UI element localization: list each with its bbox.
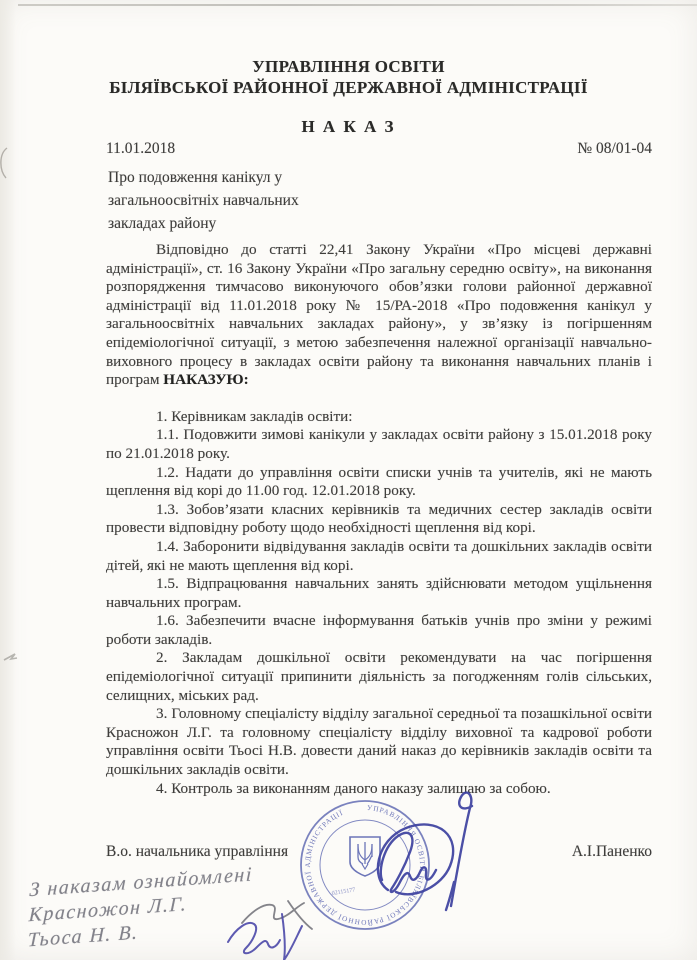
scan-artifact-mark xyxy=(3,652,19,664)
document-header xyxy=(0,56,697,98)
order-keyword: НАКАЗУЮ: xyxy=(163,371,249,389)
seal-edrpou-number: 02115177 xyxy=(331,887,356,897)
scan-edge-line xyxy=(18,4,697,6)
issuing-authority-line1: УПРАВЛІННЯ ОСВІТИ xyxy=(252,57,445,76)
subject-line: закладах району xyxy=(108,215,217,232)
subject-line: загальноосвітніх навчальних xyxy=(108,192,299,209)
order-item-3: 3. Головному спеціалісту відділу загальної середньої та позашкільної освіти Красножон Л.Г. та головному спеціалісту відділу виховної та кадрової роботи управління освіти Тьосі Н.В. довести даний наказ до керівників закладів освіти та дошкільних закладів освіти. xyxy=(106,705,652,779)
preamble-text: Відповідно до статті 22,41 Закону України «Про місцеві державні адміністрації», ст. 16 Закону України «Про загальну середню освіту», на виконання розпорядження тимчасово виконуючого обов’язки голови районної державної адміністрації від 11.01.2018 року № 15/РА-2018 «Про подовження канікул у загальноосвітніх навчальних закладах району», у зв’язку із погіршенням епідеміологічної ситуації, з метою забезпечення належної організації навчально-виховного процесу в закладах освіти району та виконання навчальних планів і програм xyxy=(106,241,652,389)
order-item-4: 4. Контроль за виконанням даного наказу залишаю за собою. xyxy=(156,779,551,797)
signer-name: А.І.Паненко xyxy=(571,843,652,860)
order-meta-row xyxy=(106,140,652,158)
official-seal-stamp xyxy=(296,796,434,934)
order-item-1-4: 1.4. Заборонити відвідування закладів освіти та дошкільних закладів освіти дітей, які не мають щеплення від корі. xyxy=(106,537,652,574)
order-item-1-1: 1.1. Подовжити зимові канікули у закладах освіти району з 15.01.2018 року по 21.01.2018 року. xyxy=(106,426,652,462)
order-date: 11.01.2018 xyxy=(106,140,176,157)
scan-edge-shade xyxy=(0,0,16,960)
signer-position: В.о. начальника управління xyxy=(106,843,289,860)
handwritten-name-tosa: Тьоса Н. В. xyxy=(27,921,139,952)
handwritten-line-acknowledged: З наказам ознайомлені xyxy=(29,863,254,902)
preamble-paragraph xyxy=(106,241,652,390)
seal-ring-text-holder xyxy=(303,804,426,927)
order-subject xyxy=(108,166,368,235)
order-title: Н А К А З xyxy=(301,117,396,136)
signature-row xyxy=(106,843,652,861)
seal-ring-text: УПРАВЛІННЯ ОСВІТИ БІЛЯЇВСЬКОЇ РАЙОННОЇ ДЕРЖАВНОЇ АДМІНІСТРАЦІЇ xyxy=(303,803,427,927)
order-item-2: 2. Закладам дошкільної освіти рекомендувати на час погіршення епідеміологічної ситуації припинити діяльність за погодженням голів сільських, селищних, міських рад. xyxy=(106,649,652,704)
handwritten-name-krasnozhon: Красножон Л.Г. xyxy=(28,893,188,927)
order-item-1-3: 1.3. Зобов’язати класних керівників та медичних сестер закладів освіти провести відповідну роботу щодо необхідності щеплення від корі. xyxy=(106,500,652,537)
order-item-1: 1. Керівникам закладів освіти: xyxy=(156,407,353,425)
seal-inner-ring xyxy=(320,820,410,910)
seal-outer-ring xyxy=(301,801,429,929)
tosa-signature-stroke xyxy=(218,908,308,960)
subject-line: Про подовження канікул у xyxy=(108,169,283,186)
scan-artifact-hook xyxy=(0,146,11,180)
order-number: № 08/01-04 xyxy=(577,140,652,157)
order-item-1-5: 1.5. Відпрацювання навчальних занять здійснювати методом ущільнення навчальних програм. xyxy=(106,575,652,611)
order-item-1-2: 1.2. Надати до управління освіти списки учнів та учителів, які не мають щеплення від корі до 11.00 год. 12.01.2018 року. xyxy=(106,463,652,500)
issuing-authority-line2: БІЛЯЇВСЬКОЇ РАЙОННОЇ ДЕРЖАВНОЇ АДМІНІСТРАЦІЇ xyxy=(109,78,588,97)
order-item-1-6: 1.6. Забезпечити вчасне інформування батьків учнів про зміни у режимі роботи закладів. xyxy=(106,612,652,648)
order-body xyxy=(106,241,652,798)
